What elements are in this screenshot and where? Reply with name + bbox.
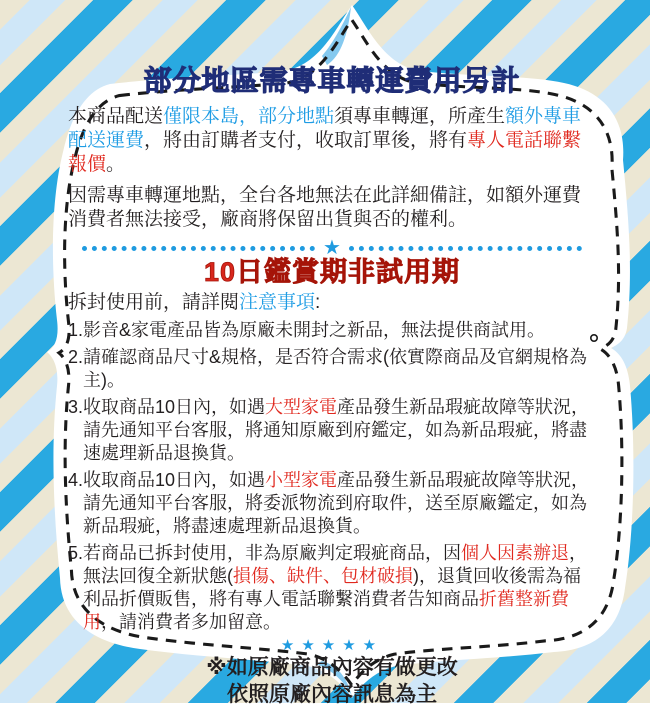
notice-intro: 拆封使用前，請詳閱注意事項: <box>68 292 321 313</box>
notice-item-3: 3.收取商品10日內，如遇大型家電產品發生新品瑕疵故障等狀況，請先通知平台客服，將通知原廠到府鑑定，如為新品瑕疵，將盡速處理新品退換貨。 <box>68 397 590 463</box>
inspection-period-title: 10日鑑賞期非試用期 <box>203 257 461 287</box>
notice-item-4: 4.收取商品10日內，如遇小型家電產品發生新品瑕疵故障等狀況，請先通知平台客服，將委派物流到府取件，送至原廠鑑定，如為新品瑕疵，將盡速處理新品退換貨。 <box>68 470 590 536</box>
footer-note-1: ※如原廠商品內容有做更改 <box>206 656 458 679</box>
notice-item-2: 2.請確認商品尺寸&規格，是否符合需求(依實際商品及官網規格為主)。 <box>68 347 588 390</box>
notice-item-1: 1.影音&家電產品皆為原廠未開封之新品，無法提供商試用。 <box>68 320 546 340</box>
divider-dots-right <box>349 246 582 251</box>
shipping-note-1: 本商品配送僅限本島，部分地點須專車轉運，所產生額外專車配送運費，將由訂購者支付，收取訂單後，將有專人電話聯繫報價。 <box>68 106 582 175</box>
stars-row-icon: ★★★★★ <box>280 637 384 654</box>
dotted-divider <box>82 237 582 259</box>
shipping-note-2: 因需專車轉運地點，全台各地無法在此詳細備註，如額外運費消費者無法接受，廠商將保留出貨與否的權利。 <box>68 185 582 230</box>
notice-content <box>68 64 596 708</box>
transfer-fee-title: 部分地區需專車轉運費用另計 <box>143 65 521 96</box>
star-icon: ★ <box>323 237 341 259</box>
footer-note-2: 依照原廠內容訊息為主 <box>227 683 437 706</box>
divider-dots-left <box>82 246 315 251</box>
notice-item-5: 5.若商品已拆封使用，非為原廠判定瑕疵商品，因個人因素辦退，無法回復全新狀態(損傷、缺件、包材破損)，退貨回收後需為福利品折價販售，將有專人電話聯繫消費者告知商品折舊整新費用，請消費者多加留意。 <box>68 543 588 632</box>
